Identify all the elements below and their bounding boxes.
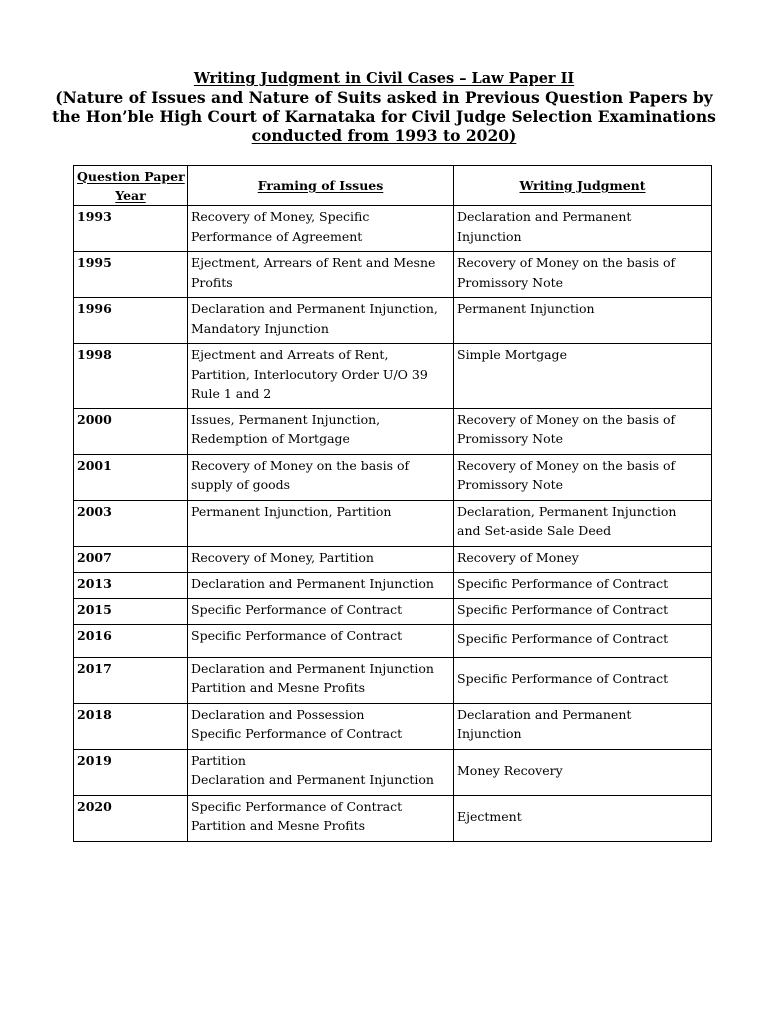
table-row — [74, 572, 712, 598]
cell-judgment-line: Declaration and Permanent — [457, 706, 632, 722]
cell-issues-line: Partition and Mesne Profits — [191, 818, 366, 833]
table-row — [74, 408, 712, 454]
cell-year: 2017 — [74, 657, 188, 703]
cell-issues-line: Permanent Injunction, Partition — [191, 503, 392, 519]
cell-issues-line: Recovery of Money, Partition — [191, 549, 374, 565]
cell-year: 2015 — [74, 598, 188, 624]
cell-judgment — [454, 703, 712, 749]
cell-issues-line: Partition — [191, 752, 246, 768]
cell-year: 2003 — [74, 500, 188, 546]
cell-judgment-line: Declaration and Permanent — [457, 209, 632, 224]
cell-issues — [188, 408, 454, 454]
cell-issues-line: Declaration and Permanent Injunction, — [191, 301, 438, 316]
cell-judgment — [454, 657, 712, 703]
cell-year: 2020 — [74, 795, 188, 841]
table-row — [74, 749, 712, 795]
table-row — [74, 252, 712, 298]
cell-issues-line: Specific Performance of Contract — [191, 726, 403, 741]
cell-judgment-line: Recovery of Money on the basis of — [457, 255, 676, 270]
cell-issues-line: Partition and Mesne Profits — [191, 680, 366, 695]
cell-issues-line: Ejectment, Arrears of Rent and Mesne — [191, 255, 436, 270]
table-row — [74, 454, 712, 500]
header-issues-label: Framing of Issues — [257, 177, 384, 193]
cell-judgment-line: Declaration, Permanent Injunction — [457, 503, 677, 519]
cell-judgment-line: Specific Performance of Contract — [457, 575, 669, 591]
table-row — [74, 546, 712, 572]
cell-issues — [188, 344, 454, 409]
header-judgment — [454, 166, 712, 206]
cell-issues-line: Specific Performance of Contract — [191, 627, 403, 643]
cell-judgment-line: Promissory Note — [457, 274, 564, 290]
cell-issues-line: Declaration and Permanent Injunction — [191, 660, 434, 676]
cell-issues-line: Declaration and Permanent Injunction — [191, 575, 434, 591]
cell-judgment-line: and Set-aside Sale Deed — [457, 523, 612, 538]
cell-judgment — [454, 408, 712, 454]
table-row — [74, 298, 712, 344]
cell-judgment — [454, 206, 712, 252]
cell-year: 2007 — [74, 546, 188, 572]
table-header-row — [74, 166, 712, 206]
cell-year: 2013 — [74, 572, 188, 598]
cell-judgment — [454, 454, 712, 500]
cell-year: 2018 — [74, 703, 188, 749]
cell-judgment — [454, 749, 712, 795]
cell-issues-line: Declaration and Permanent Injunction — [191, 772, 434, 787]
cell-issues — [188, 500, 454, 546]
header-year-line-1: Question Paper — [77, 168, 185, 184]
table-row — [74, 657, 712, 703]
cell-judgment — [454, 500, 712, 546]
cell-issues — [188, 454, 454, 500]
cell-judgment-line: Permanent Injunction — [457, 301, 595, 316]
cell-issues — [188, 598, 454, 624]
title-line-1: Writing Judgment in Civil Cases – Law Paper II — [193, 70, 575, 87]
cell-issues — [188, 749, 454, 795]
cell-judgment-line: Specific Performance of Contract — [457, 601, 669, 617]
cell-year: 2000 — [74, 408, 188, 454]
cell-issues-line: Partition, Interlocutory Order U/O 39 — [191, 366, 428, 382]
header-issues — [188, 166, 454, 206]
cell-year: 1995 — [74, 252, 188, 298]
cell-judgment-line: Recovery of Money on the basis of — [457, 411, 676, 427]
cell-issues — [188, 624, 454, 657]
table-row — [74, 624, 712, 657]
header-judgment-label: Writing Judgment — [519, 177, 646, 193]
cell-judgment — [454, 546, 712, 572]
table-row — [74, 598, 712, 624]
cell-issues — [188, 206, 454, 252]
cell-issues-line: Performance of Agreement — [191, 228, 363, 244]
cell-year: 1993 — [74, 206, 188, 252]
cell-judgment-line: Injunction — [457, 228, 522, 244]
cell-judgment-line: Money Recovery — [457, 762, 563, 778]
issues-judgment-table — [73, 165, 712, 842]
cell-issues-line: Rule 1 and 2 — [191, 386, 272, 401]
cell-judgment — [454, 344, 712, 409]
cell-year: 2019 — [74, 749, 188, 795]
cell-issues-line: Issues, Permanent Injunction, — [191, 411, 381, 427]
cell-issues-line: Ejectment and Arreats of Rent, — [191, 347, 389, 362]
cell-issues — [188, 252, 454, 298]
title-line-3: the Hon’ble High Court of Karnataka for Civil Judge Selection Examinations — [52, 107, 716, 126]
header-year-line-2: Year — [115, 187, 146, 203]
cell-issues-line: Recovery of Money, Specific — [191, 209, 370, 224]
cell-issues — [188, 703, 454, 749]
cell-judgment — [454, 572, 712, 598]
cell-judgment-line: Recovery of Money — [457, 549, 579, 565]
table-row — [74, 795, 712, 841]
cell-issues-line: Specific Performance of Contract — [191, 601, 403, 617]
header-year — [74, 166, 188, 206]
cell-issues — [188, 657, 454, 703]
cell-year: 2016 — [74, 624, 188, 657]
table-row — [74, 344, 712, 409]
cell-year: 2001 — [74, 454, 188, 500]
cell-judgment — [454, 252, 712, 298]
title-line-2: (Nature of Issues and Nature of Suits asked in Previous Question Papers by — [55, 88, 713, 107]
cell-judgment — [454, 598, 712, 624]
cell-issues-line: Profits — [191, 274, 233, 290]
cell-issues-line: Specific Performance of Contract — [191, 798, 403, 814]
cell-judgment-line: Injunction — [457, 726, 522, 741]
cell-judgment-line: Simple Mortgage — [457, 347, 567, 362]
cell-issues — [188, 546, 454, 572]
cell-issues — [188, 572, 454, 598]
table-row — [74, 206, 712, 252]
cell-judgment — [454, 795, 712, 841]
table-row — [74, 500, 712, 546]
document-title — [40, 69, 728, 145]
cell-judgment-line: Specific Performance of Contract — [457, 670, 669, 686]
cell-issues — [188, 795, 454, 841]
cell-issues-line: Mandatory Injunction — [191, 320, 329, 336]
cell-judgment-line: Ejectment — [457, 808, 522, 824]
table-body — [74, 206, 712, 842]
cell-judgment-line: Recovery of Money on the basis of — [457, 457, 676, 473]
cell-judgment-line: Promissory Note — [457, 477, 564, 492]
cell-issues-line: Redemption of Mortgage — [191, 431, 350, 446]
cell-year: 1996 — [74, 298, 188, 344]
cell-issues-line: supply of goods — [191, 477, 291, 492]
cell-year: 1998 — [74, 344, 188, 409]
cell-judgment — [454, 298, 712, 344]
cell-issues-line: Recovery of Money on the basis of — [191, 457, 410, 473]
cell-judgment-line: Promissory Note — [457, 431, 564, 446]
cell-issues-line: Declaration and Possession — [191, 706, 365, 722]
title-line-4: conducted from 1993 to 2020) — [251, 126, 517, 145]
cell-judgment-line: Specific Performance of Contract — [457, 631, 669, 647]
cell-issues — [188, 298, 454, 344]
table-row — [74, 703, 712, 749]
cell-judgment — [454, 624, 712, 657]
